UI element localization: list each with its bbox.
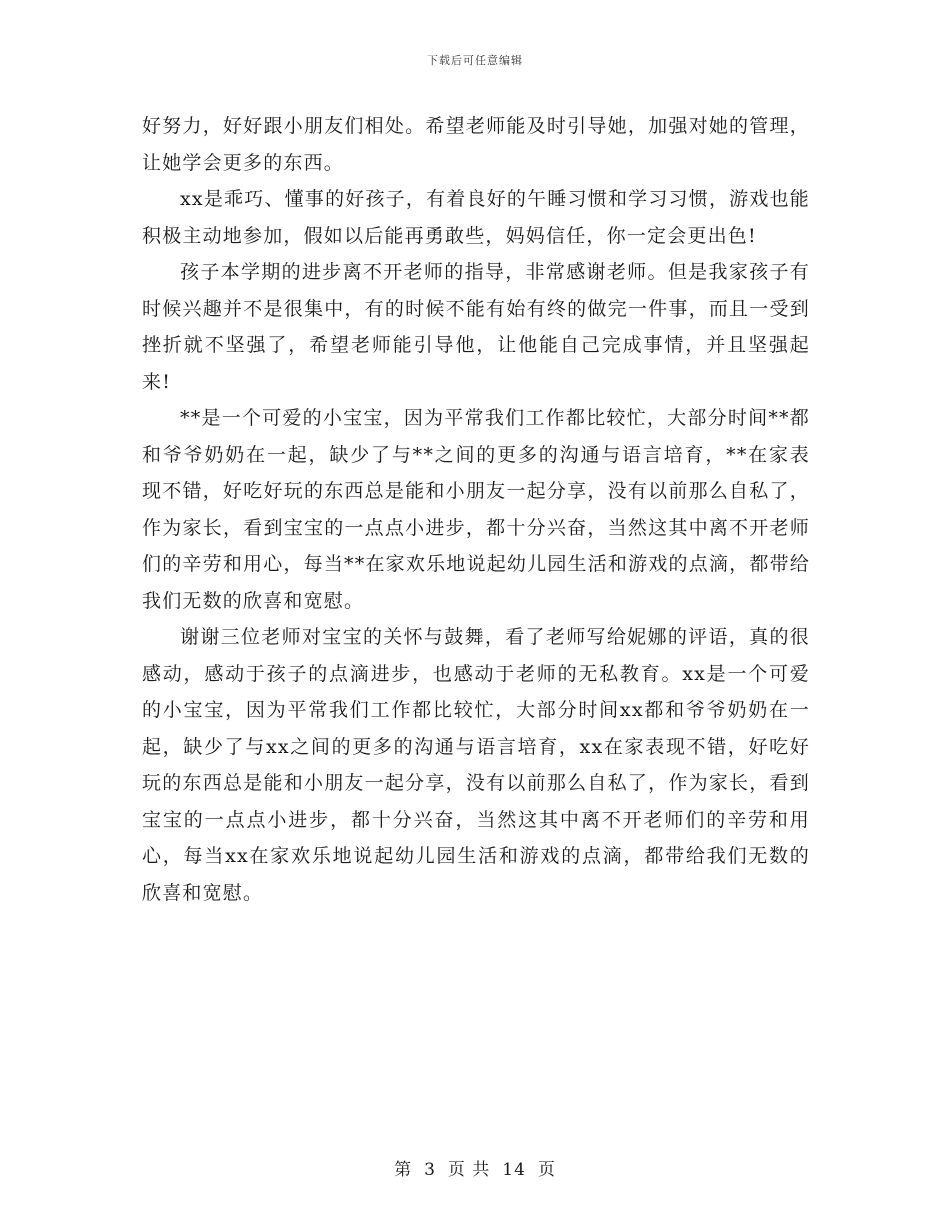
paragraph-continuation: 好努力，好好跟小朋友们相处。希望老师能及时引导她，加强对她的管理，让她学会更多的东西。	[142, 115, 810, 174]
footer-suffix: 页	[537, 1160, 556, 1180]
footer-middle: 页 共	[447, 1160, 491, 1180]
paragraph: 孩子本学期的进步离不开老师的指导，非常感谢老师。但是我家孩子有时候兴趣并不是很集中，有的时候不能有始有终的做完一件事，而且一受到挫折就不坚强了，希望老师能引导他，让他能自己完成事情，并且坚强起来!	[142, 261, 810, 393]
paragraph: 谢谢三位老师对宝宝的关怀与鼓舞，看了老师写给妮娜的评语，真的很感动，感动于孩子的点滴进步，也感动于老师的无私教育。xx是一个可爱的小宝宝，因为平常我们工作都比较忙，大部分时间xx都和爷爷奶奶在一起，缺少了与xx之间的更多的沟通与语言培育，xx在家表现不错，好吃好玩的东西总是能和小朋友一起分享，没有以前那么自私了，作为家长，看到宝宝的一点点小进步，都十分兴奋，当然这其中离不开老师们的辛劳和用心，每当xx在家欢乐地说起幼儿园生活和游戏的点滴，都带给我们无数的欣喜和宽慰。	[142, 626, 810, 904]
page-footer	[0, 1155, 950, 1180]
paragraph: **是一个可爱的小宝宝，因为平常我们工作都比较忙，大部分时间**都和爷爷奶奶在一起，缺少了与**之间的更多的沟通与语言培育，**在家表现不错，好吃好玩的东西总是能和小朋友一起分享，没有以前那么自私了，作为家长，看到宝宝的一点点小进步，都十分兴奋，当然这其中离不开老师们的辛劳和用心，每当**在家欢乐地说起幼儿园生活和游戏的点滴，都带给我们无数的欣喜和宽慰。	[142, 407, 810, 612]
paragraph: xx是乖巧、懂事的好孩子，有着良好的午睡习惯和学习习惯，游戏也能积极主动地参加，假如以后能再勇敢些，妈妈信任，你一定会更出色!	[142, 188, 810, 247]
footer-prefix: 第	[394, 1160, 413, 1180]
page-header-note: 下载后可任意编辑	[427, 54, 523, 67]
footer-page-number: 3	[424, 1160, 436, 1180]
footer-total-pages: 14	[502, 1160, 526, 1180]
document-body	[142, 108, 810, 911]
